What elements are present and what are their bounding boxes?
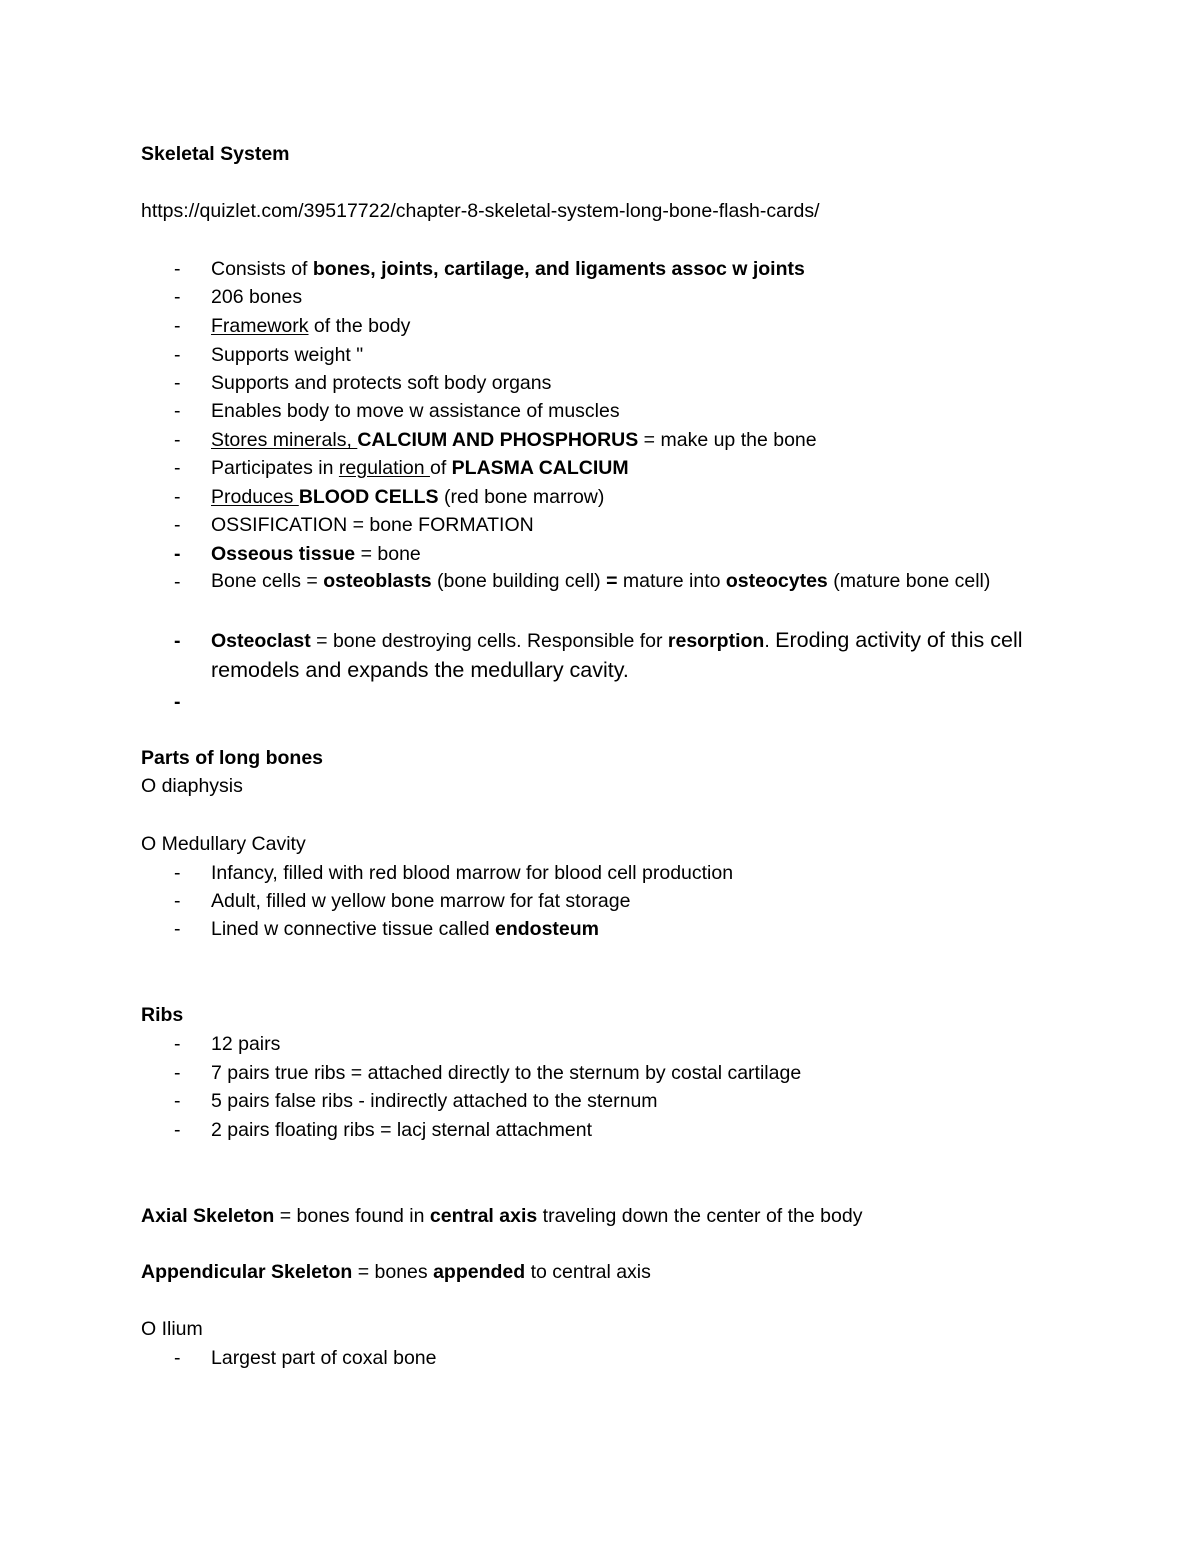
bullet-dash: - (174, 429, 181, 451)
bullet-dash: - (174, 457, 181, 479)
bullet-dash: - (174, 1062, 181, 1084)
list-item: Enables body to move w assistance of muscles (211, 400, 620, 422)
list-item: 206 bones (211, 286, 303, 308)
bullet-dash: - (174, 1090, 181, 1112)
page-title: Skeletal System (141, 143, 290, 165)
list-item: Consists of bones, joints, cartilage, and ligaments assoc w joints (211, 258, 805, 280)
list-item: 2 pairs floating ribs = lacj sternal attachment (211, 1119, 592, 1141)
bullet-dash: - (174, 400, 181, 422)
list-item: Bone cells = osteoblasts (bone building cell) = mature into osteocytes (mature bone cell) (211, 570, 991, 592)
medullary-cavity-label: O Medullary Cavity (141, 833, 306, 855)
bullet-dash: - (174, 862, 181, 884)
bullet-dash: - (174, 890, 181, 912)
section-heading-ribs: Ribs (141, 1004, 184, 1026)
list-item: Framework of the body (211, 315, 411, 337)
bullet-dash: - (174, 344, 181, 366)
list-item: Infancy, filled with red blood marrow for blood cell production (211, 862, 734, 884)
bullet-dash: - (174, 543, 181, 565)
bullet-dash: - (174, 571, 181, 593)
section-heading-long-bones: Parts of long bones (141, 747, 324, 769)
list-item: 12 pairs (211, 1033, 281, 1055)
bullet-dash: - (174, 372, 181, 394)
bullet-dash: - (174, 315, 181, 337)
bullet-dash: - (174, 1347, 181, 1369)
bullet-dash: - (174, 1033, 181, 1055)
bullet-dash: - (174, 486, 181, 508)
bullet-dash: - (174, 630, 181, 652)
bullet-dash: - (174, 258, 181, 280)
bullet-dash: - (174, 691, 181, 713)
list-item: Lined w connective tissue called endosteum (211, 918, 600, 940)
bullet-dash: - (174, 514, 181, 536)
ilium-label: O Ilium (141, 1318, 203, 1340)
list-item: 5 pairs false ribs - indirectly attached to the sternum (211, 1090, 658, 1112)
list-item: Produces BLOOD CELLS (red bone marrow) (211, 486, 605, 508)
axial-skeleton-definition: Axial Skeleton = bones found in central axis traveling down the center of the body (141, 1205, 863, 1227)
bullet-dash: - (174, 918, 181, 940)
list-item: Adult, filled w yellow bone marrow for fat storage (211, 890, 631, 912)
bullet-dash: - (174, 1119, 181, 1141)
list-item: Participates in regulation of PLASMA CALCIUM (211, 457, 629, 479)
list-item: Largest part of coxal bone (211, 1347, 437, 1369)
list-item: Supports and protects soft body organs (211, 372, 552, 394)
bullet-dash: - (174, 286, 181, 308)
list-item: OSSIFICATION = bone FORMATION (211, 514, 534, 536)
list-item: Osteoclast = bone destroying cells. Responsible for resorption. Eroding activity of this cell remodels and expands the medullary cavity. (211, 628, 1023, 682)
diaphysis-label: O diaphysis (141, 775, 243, 797)
list-item: Osseous tissue = bone (211, 543, 421, 565)
list-item: 7 pairs true ribs = attached directly to the sternum by costal cartilage (211, 1062, 802, 1084)
source-link[interactable]: https://quizlet.com/39517722/chapter-8-skeletal-system-long-bone-flash-cards/ (141, 200, 820, 222)
appendicular-skeleton-definition: Appendicular Skeleton = bones appended to central axis (141, 1261, 651, 1283)
list-item: Stores minerals, CALCIUM AND PHOSPHORUS = make up the bone (211, 429, 817, 451)
list-item: Supports weight " (211, 344, 364, 366)
